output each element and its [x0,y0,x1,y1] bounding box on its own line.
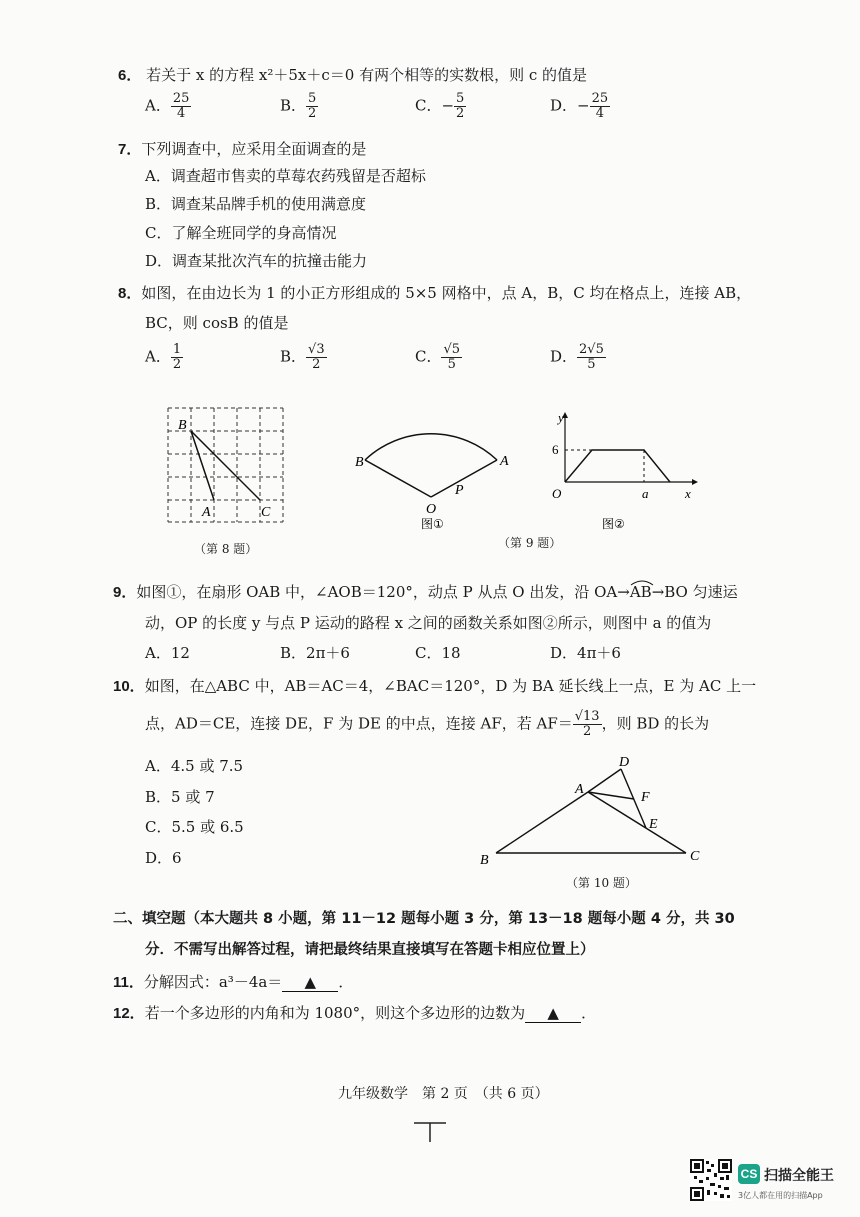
q7-option-b: B．调查某品牌手机的使用满意度 [145,195,367,213]
graph-origin: O [552,486,562,501]
q10-stem-line2: 点，AD＝CE，连接 DE，F 为 DE 的中点，连接 AF，若 AF＝ $\frac{√13}{2}$ ，则 BD 的长为 [145,709,710,739]
q9-option-b: B．2π＋6 [280,644,350,662]
q9-stem: 9．如图①，在扇形 OAB 中，∠AOB＝120°，动点 P 从点 O 出发，沿 OA→AB →BO 匀速运 [113,583,738,601]
q12: 12．若一个多边形的内角和为 1080°，则这个多边形的边数为 ▲ ． [113,1004,597,1022]
q10-option-b: B．5 或 7 [145,788,215,806]
sector-point-o: O [426,502,437,517]
qr-code-icon [690,1159,732,1201]
q7-option-d: D．调查某批次汽车的抗撞击能力 [145,252,368,270]
q7-option-a: A．调查超市售卖的草莓农药残留是否超标 [145,167,426,185]
q8-option-b: B． $\frac{√3}{2}$ [280,342,325,372]
binding-mark-icon [410,1120,450,1144]
q10-stem: 10．如图，在△ABC 中，AB＝AC＝4，∠BAC＝120°，D 为 BA 延长线上一点，E 为 AC 上一 [113,677,757,695]
point-b-label: B [178,418,187,433]
q8-option-a: A． $\frac{1}{2}$ [145,342,182,372]
q6-option-a: A． $\frac{25}{4}$ [145,91,190,121]
figure-8-grid [160,400,290,530]
segment-ba [191,431,214,500]
point-c-label: C [261,505,271,520]
figure-9-caption: （第 9 题） [498,536,562,550]
sector-point-a: A [500,454,509,469]
graph-y-axis-label: y [558,410,564,425]
q12-answer-blank: ▲ [525,1004,581,1023]
figure-8-caption: （第 8 题） [194,542,258,556]
q6-option-b: B． $\frac{5}{2}$ [280,91,317,121]
q11-answer-blank: ▲ [282,973,338,992]
figure-9-2-graph [540,410,700,535]
sector-point-p: P [455,483,464,498]
q7-option-c: C．了解全班同学的身高情况 [145,224,337,242]
q6-option-c: C．− $\frac{5}{2}$ [415,91,465,121]
tri-point-a: A [575,782,584,797]
tri-point-c: C [690,849,700,864]
q6-text: 若关于 x 的方程 x²＋5x＋c＝0 有两个相等的实数根，则 c 的值是 [146,66,588,84]
figure-9-2-label: 图② [602,517,625,531]
tri-point-b: B [480,853,489,868]
camscanner-logo: CS [738,1164,760,1184]
figure-10-caption: （第 10 题） [566,876,637,890]
graph-x-axis-label: x [685,486,691,501]
graph-tick-a: a [642,486,649,501]
tri-point-f: F [641,790,650,805]
point-a-label: A [202,505,211,520]
q6-stem [118,64,587,85]
tri-point-d: D [619,755,630,770]
q10-option-d: D．6 [145,849,182,867]
figure-9-1-sector [350,405,520,530]
q9-option-d: D．4π＋6 [550,644,621,662]
q8-option-d: D． $\frac{2√5}{5}$ [550,342,604,372]
q11: 11．分解因式：a³－4a＝ ▲ ． [113,973,354,991]
section-2-heading-line2: 分．不需写出解答过程，请把最终结果直接填写在答题卡相应位置上） [145,942,595,958]
q10-option-c: C．5.5 或 6.5 [145,818,244,836]
tri-point-e: E [649,817,658,832]
q6-option-d: D．− $\frac{25}{4}$ [550,91,609,121]
graph-tick-6: 6 [552,442,559,457]
q9-stem-line2: 动，OP 的长度 y 与点 P 运动的路程 x 之间的函数关系如图②所示，则图中 a 的值为 [145,614,712,632]
q9-option-a: A．12 [145,644,190,662]
q7-stem: 7．下列调查中，应采用全面调查的是 [118,140,367,158]
q8-stem-line2: BC，则 cosB 的值是 [145,314,289,332]
q8-stem: 8．如图，在由边长为 1 的小正方形组成的 5×5 网格中，点 A，B，C 均在格点上，连接 AB， [118,284,752,302]
sector-point-b: B [355,455,364,470]
section-2-heading: 二、填空题（本大题共 8 小题，第 11－12 题每小题 3 分，第 13－18 题每小题 4 分，共 30 [113,911,735,927]
figure-9-1-label: 图① [421,517,444,530]
scanner-brand: 扫描全能王 [764,1168,834,1184]
q8-option-c: C． $\frac{√5}{5}$ [415,342,461,372]
segment-bc [191,431,260,500]
q9-option-c: C．18 [415,644,461,662]
q6-number: 6． [118,67,142,84]
q10-option-a: A．4.5 或 7.5 [145,757,244,775]
page-footer: 九年级数学 第 2 页 （共 6 页） [338,1086,549,1102]
figure-10-triangle [480,750,710,870]
scanner-tagline: 3亿人都在用的扫描App [738,1191,823,1200]
